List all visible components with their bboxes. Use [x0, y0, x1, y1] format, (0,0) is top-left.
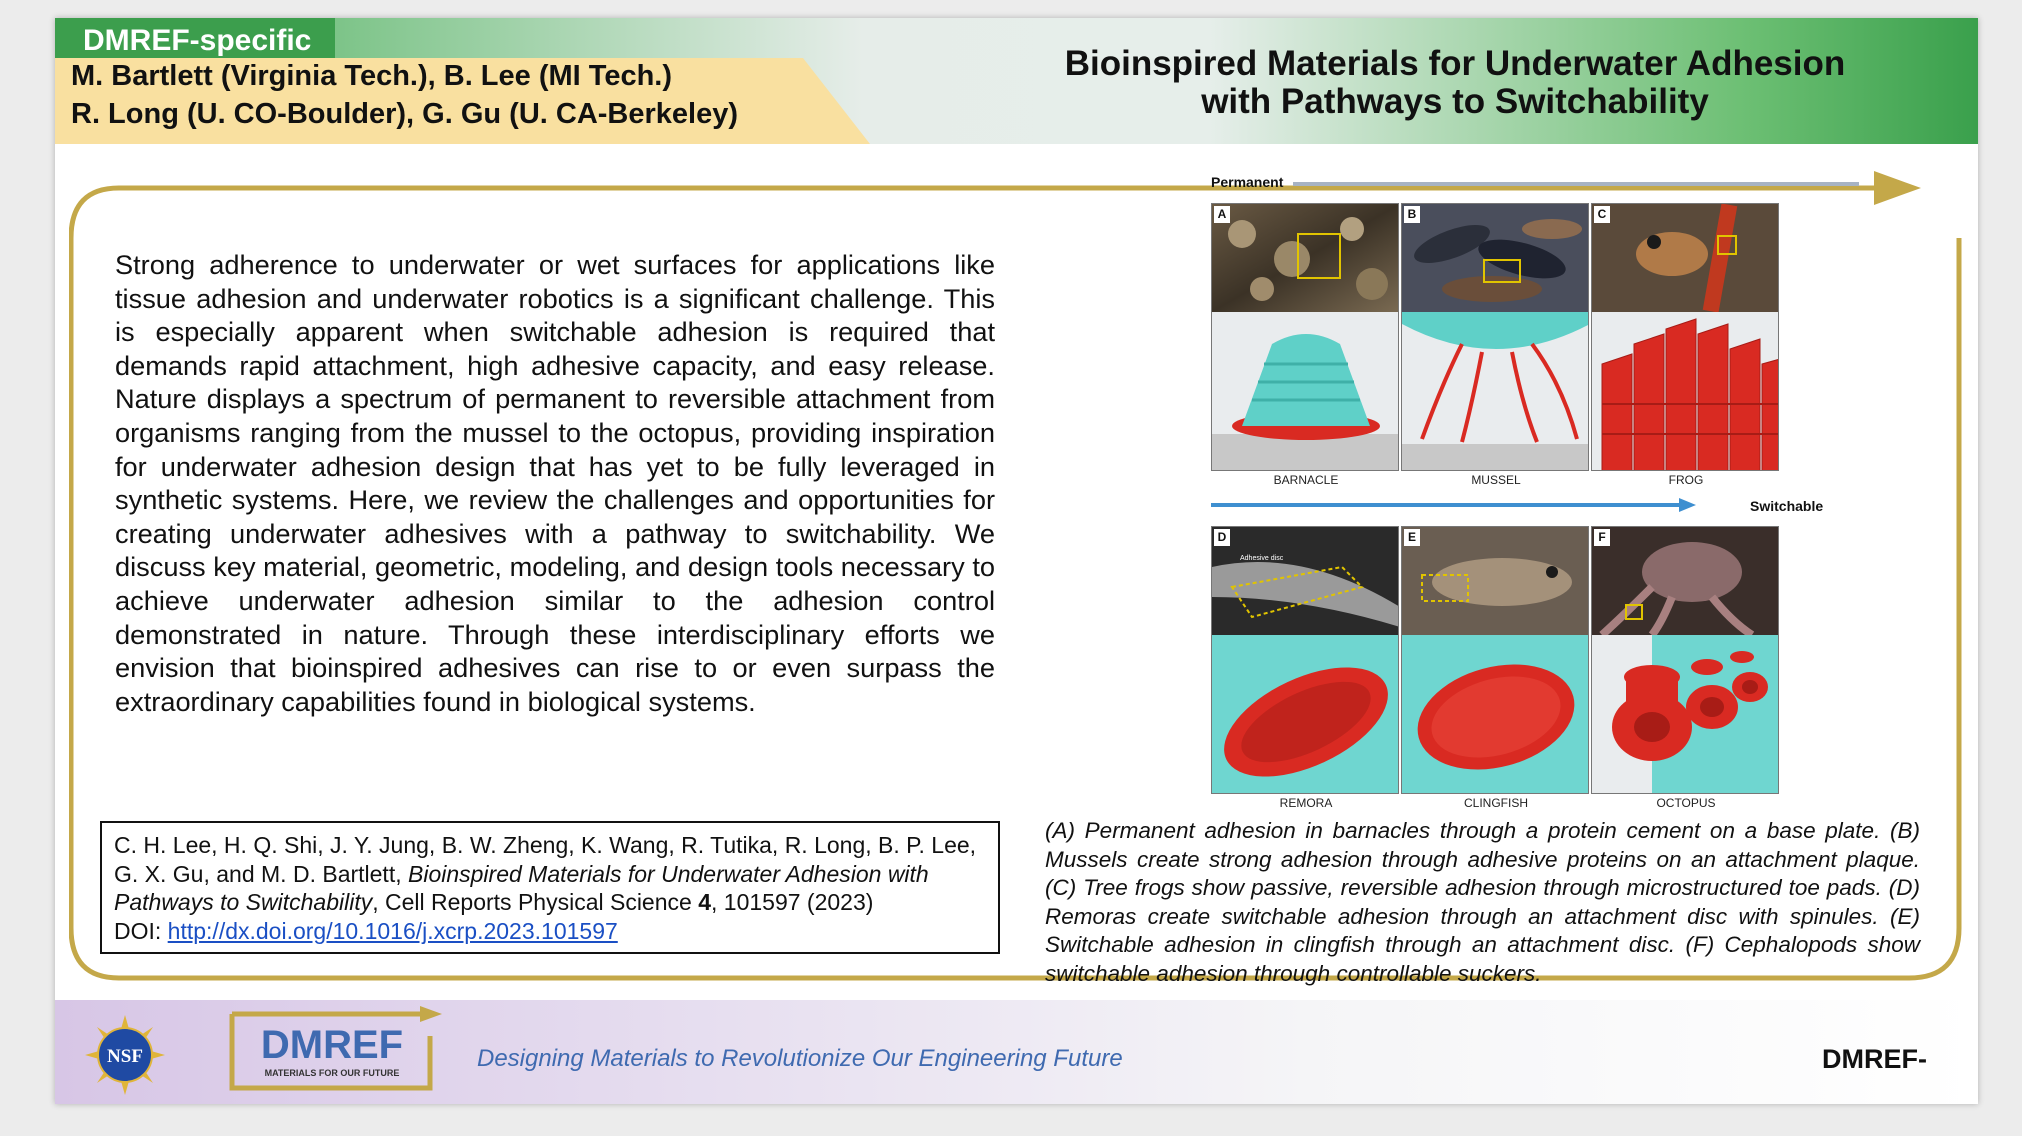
figure — [1205, 168, 1865, 818]
title-line-1: Bioinspired Materials for Underwater Adhesion — [1064, 44, 1846, 83]
dmref-logo — [220, 1006, 445, 1096]
abstract-text: Strong adherence to underwater or wet surfaces for applications like tissue adhesion and underwater robotics is a significant challenge. This is especially apparent when switchable adhesion is required that demands rapid attachment, high adhesive capacity, and easy release. Nature displays a spectrum of permanent to reversible attachment from organisms ranging from the mussel to the octopus, providing inspiration for underwater adhesion design that has yet to be fully leveraged in synthetic systems. Here, we review the challenges and opportunities for creating underwater adhesives with a pathway to switchability. We discuss key material, geometric, modeling, and design tools necessary to achieve underwater adhesion similar to the adhesion control demonstrated in nature. Through these interdisciplinary efforts we envision that bioinspired adhesives can rise to or even surpass the extraordinary capabilities found in biological systems. — [115, 249, 995, 717]
panel-letter-c: C — [1594, 206, 1610, 223]
panel-letter-e: E — [1404, 529, 1420, 546]
nsf-text: NSF — [107, 1046, 143, 1067]
label-barnacle: BARNACLE — [1273, 473, 1339, 487]
panel-clingfish — [1401, 526, 1589, 794]
authors-line-2: R. Long (U. CO-Boulder), G. Gu (U. CA-Berkeley) — [71, 98, 739, 130]
citation-title: Bioinspired Materials for Underwater Adhesion with Pathways to Switchability — [114, 860, 929, 915]
switchable-label: Switchable — [1750, 498, 1824, 514]
nsf-logo — [85, 1015, 165, 1095]
citation-volume: 4 — [698, 889, 711, 915]
figure-caption: (A) Permanent adhesion in barnacles through a protein cement on a base plate. (B) Mussels create strong adhesion through adhesive proteins on an attachment plaque. (C) Tree frogs show passive, reversible adhesion through microstructured toe pads. (D) Remoras create switchable adhesion through an attachment disc with spinules. (E) Switchable adhesion in clingfish through an attachment disc. (F) Cephalopods show switchable adhesion through controllable suckers. — [1045, 818, 1920, 986]
label-mussel: MUSSEL — [1471, 473, 1521, 487]
label-remora: REMORA — [1279, 796, 1333, 810]
footer — [55, 1000, 1978, 1104]
panel-letter-d: D — [1214, 529, 1230, 546]
permanent-arrow — [1293, 180, 1859, 188]
panel-letter-f: F — [1594, 529, 1610, 546]
switchable-arrow — [1211, 498, 1696, 512]
citation-box — [100, 821, 1000, 954]
doi-link[interactable]: http://dx.doi.org/10.1016/j.xcrp.2023.101597 — [167, 917, 618, 944]
panel-letter-b: B — [1404, 206, 1420, 223]
slide — [55, 18, 1978, 1104]
citation-rest: , 101597 (2023) — [711, 889, 874, 915]
citation-authors: C. H. Lee, H. Q. Shi, J. Y. Jung, B. W. Zheng, K. Wang, R. Tutika, R. Long, B. P. Lee, G. X. Gu, and M. D. Bartlett, — [114, 832, 977, 887]
title-line-2: with Pathways to Switchability — [1201, 82, 1709, 121]
header-bar — [55, 18, 1978, 144]
footer-slogan: Designing Materials to Revolutionize Our Engineering Future — [477, 1045, 1123, 1072]
dmref-subtitle: MATERIALS FOR OUR FUTURE — [264, 1068, 400, 1078]
label-octopus: OCTOPUS — [1656, 796, 1716, 810]
authors-line-1: M. Bartlett (Virginia Tech.), B. Lee (MI Tech.) — [71, 60, 673, 92]
citation-journal: , Cell Reports Physical Science — [372, 889, 699, 915]
label-clingfish: CLINGFISH — [1463, 796, 1528, 810]
label-frog: FROG — [1668, 473, 1704, 487]
panel-barnacle — [1211, 203, 1399, 471]
dmref-specific-tag: DMREF-specific — [83, 24, 312, 57]
panel-frog — [1591, 203, 1779, 471]
panel-octopus — [1591, 526, 1779, 794]
slide-title — [955, 45, 1955, 121]
permanent-label: Permanent — [1211, 174, 1284, 190]
dmref-text: DMREF — [260, 1023, 404, 1067]
panel-mussel — [1401, 203, 1589, 471]
panel-remora — [1211, 526, 1399, 794]
panel-letter-a: A — [1214, 206, 1230, 223]
doi-label: DOI: — [114, 917, 168, 944]
adhesive-disc-label: Adhesive disc — [1240, 555, 1284, 562]
footer-code: DMREF- — [1822, 1044, 1927, 1074]
